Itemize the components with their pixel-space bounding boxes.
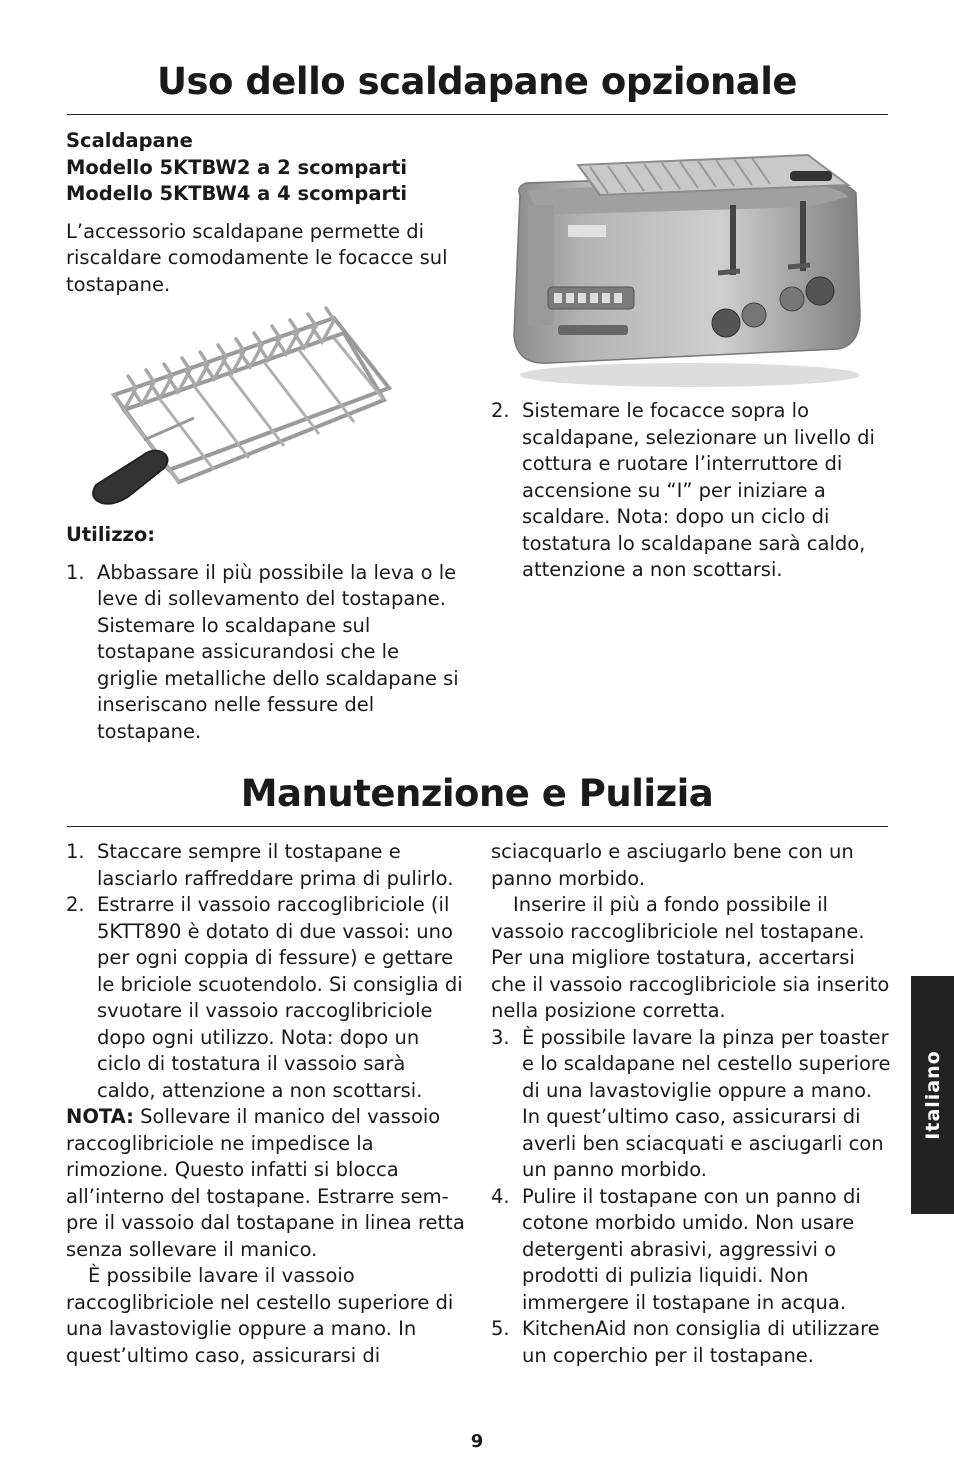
warming-rack-illustration: [84, 300, 404, 510]
list-item: [491, 1316, 891, 1369]
step-text: È possibile lavare la pinza per toaster e lo scaldapane nel cestello superiore di una lavastoviglie oppure a mano. In quest’ultimo caso, assicurarsi di averli ben sciacquati e asciugarli con un panno morbido.: [522, 1025, 891, 1181]
usage-heading: Utilizzo:: [66, 523, 156, 546]
list-item: [66, 839, 466, 892]
page-number: 9: [470, 1431, 484, 1452]
intro-paragraph: L’accessorio scaldapane permette di riscaldare comodamente le focacce sul tostapane.: [66, 219, 448, 296]
step-number: 2.: [491, 399, 510, 422]
list-item: [491, 398, 891, 584]
nota-text: Sollevare il manico del vassoio raccoglibriciole ne impedisce la rimozione. Questo infatti si blocca all’interno del tostapane. Estrarre sem-pre il vassoio dal tostapane in linea retta senza sollevare il manico.: [66, 1105, 465, 1261]
title-rule: [67, 826, 888, 827]
language-label: Italiano: [921, 1050, 944, 1140]
heading-line: Modello 5KTBW4 a 4 scomparti: [66, 182, 408, 205]
usage-steps-list-continued: [491, 398, 891, 584]
paragraph: È possibile lavare il vassoio raccoglibriciole nel cestello superiore di una lavastoviglie oppure a mano. In quest’ultimo caso, assicurarsi di: [66, 1264, 454, 1367]
left-column-section2: [66, 839, 466, 1369]
nota-label: NOTA:: [66, 1105, 134, 1128]
heading-line: Modello 5KTBW2 a 2 scomparti: [66, 155, 408, 179]
paragraph: sciacquarlo e asciugarlo bene con un panno morbido.: [491, 840, 854, 890]
step-text: Sistemare le focacce sopra lo scaldapane, selezionare un livello di cottura e ruotare l’interruttore di accensione su “I” per iniziare a scaldare. Nota: dopo un ciclo di tostatura lo scaldapane sarà caldo, attenzione a non scottarsi.: [522, 399, 875, 581]
step-number: 2.: [66, 893, 85, 916]
right-column-section2: [491, 839, 891, 1369]
list-item: [491, 1025, 891, 1184]
list-item: [491, 1184, 891, 1317]
step-text: Staccare sempre il tostapane e lasciarlo raffreddare prima di pulirlo.: [97, 840, 454, 890]
heading-line: Scaldapane: [66, 129, 193, 152]
toaster-illustration: [508, 135, 866, 390]
usage-steps-list: [66, 560, 466, 746]
section-title-uso-scaldapane: Uso dello scaldapane opzionale: [156, 60, 798, 103]
section-title-manutenzione: Manutenzione e Pulizia: [240, 772, 714, 815]
step-text: Abbassare il più possibile la leva o le leve di sollevamento del tostapane. Sistemare lo scaldapane sul tostapane assicurandosi che le griglie metalliche dello scaldapane si inseriscano nelle fessure del tostapane.: [97, 560, 459, 743]
list-item: [66, 560, 466, 746]
step-number: 1.: [66, 560, 85, 584]
paragraph: Inserire il più a fondo possibile il vassoio raccoglibriciole nel tostapane. Per una migliore tostatura, accertarsi che il vassoio raccoglibriciole sia inserito nella posizione corretta.: [491, 893, 890, 1022]
step-number: 4.: [491, 1184, 510, 1208]
maintenance-steps-list-continued: [491, 1025, 891, 1370]
step-text: Pulire il tostapane con un panno di cotone morbido umido. Non usare detergenti abrasivi, aggressivi o prodotti di pulizia liquidi. Non immergere il tostapane in acqua.: [522, 1184, 861, 1314]
list-item: [66, 892, 466, 1104]
nota-paragraph: [66, 1104, 466, 1263]
step-number: 5.: [491, 1317, 510, 1340]
step-number: 3.: [491, 1025, 510, 1049]
left-column-section1: [66, 128, 466, 298]
left-column-usage: [66, 522, 466, 745]
step-number: 1.: [66, 840, 85, 863]
language-side-tab: [911, 976, 954, 1214]
maintenance-steps-list: [66, 839, 466, 1104]
step-text: Estrarre il vassoio raccoglibriciole (il 5KTT890 è dotato di due vassoi: uno per ogni coppia di fessure) e gettare le briciole scuotendolo. Si consiglia di svuotare il vassoio raccoglibriciole dopo ogni utilizzo. Nota: dopo un ciclo di tostatura il vassoio sarà caldo, attenzione a non scottarsi.: [97, 893, 463, 1102]
title-rule: [67, 114, 888, 115]
step-text: KitchenAid non consiglia di utilizzare un coperchio per il tostapane.: [522, 1317, 880, 1367]
right-column-section1: [491, 398, 891, 584]
